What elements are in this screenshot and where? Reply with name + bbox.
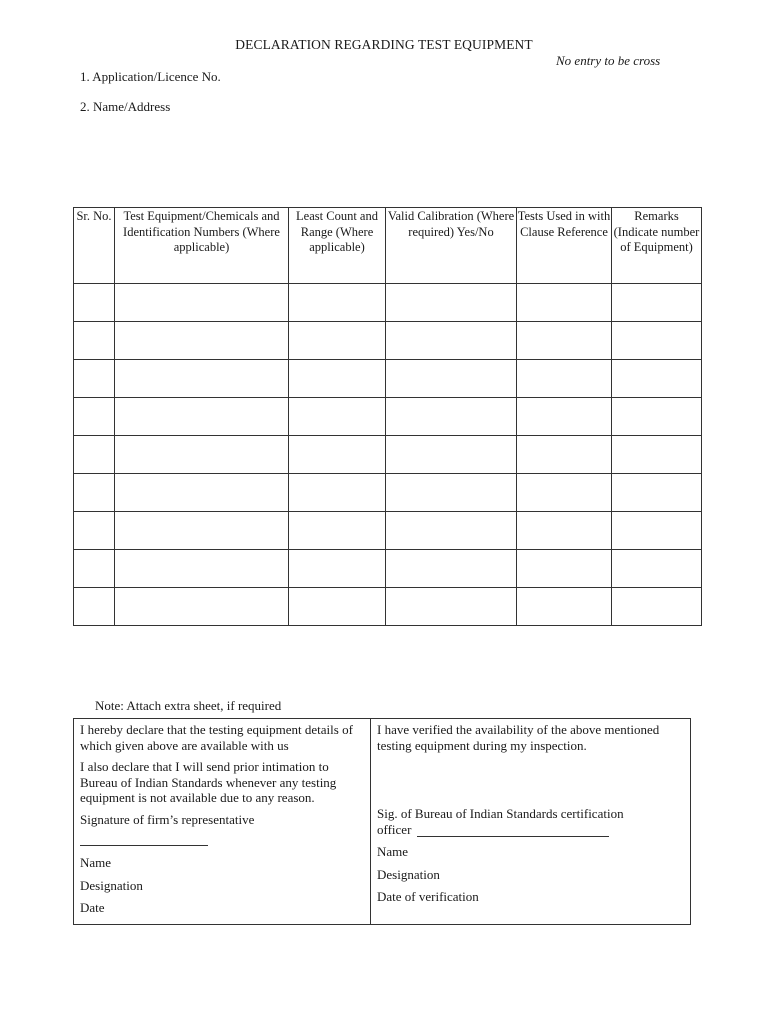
table-row [74,360,702,398]
field-name-address: 2. Name/Address [80,99,171,114]
declaration-officer [377,722,687,905]
cell-test-equipment[interactable] [115,360,289,398]
cell-valid-calibration[interactable] [386,436,517,474]
cell-tests-used[interactable] [517,474,612,512]
officer-signature-line [417,824,609,837]
cell-valid-calibration[interactable] [386,284,517,322]
cell-valid-calibration[interactable] [386,322,517,360]
firm-designation-label: Designation [80,877,143,893]
cell-least-count[interactable] [289,474,386,512]
table-row [74,588,702,626]
declaration-divider [370,719,371,924]
cell-remarks[interactable] [612,512,702,550]
table-row [74,284,702,322]
firm-intimation-text: I also declare that I will send prior intimation to Bureau of Indian Standards whenever any testing equipment is not available due to any reason. [80,759,337,805]
firm-declaration-text: I hereby declare that the testing equipment details of which given above are available with us [80,722,353,753]
table-header-row [74,208,702,284]
cell-remarks[interactable] [612,588,702,626]
cell-sr-no[interactable] [74,474,115,512]
cell-tests-used[interactable] [517,398,612,436]
note-extra-sheet: Note: Attach extra sheet, if required [95,698,282,713]
officer-date-label: Date of verification [377,889,479,904]
cell-sr-no[interactable] [74,322,115,360]
header-tests-used: Tests Used in with Clause Reference [517,208,612,284]
cell-tests-used[interactable] [517,322,612,360]
firm-signature-label: Signature of firm’s representative [80,811,255,827]
officer-signature-label-line2: officer [377,821,412,837]
officer-signature-row [377,822,687,838]
equipment-table [73,207,702,626]
officer-designation-label: Designation [377,866,440,882]
cell-test-equipment[interactable] [115,550,289,588]
cell-least-count[interactable] [289,436,386,474]
cell-test-equipment[interactable] [115,322,289,360]
cell-remarks[interactable] [612,284,702,322]
table-row [74,512,702,550]
cell-remarks[interactable] [612,436,702,474]
cell-remarks[interactable] [612,360,702,398]
cell-test-equipment[interactable] [115,398,289,436]
cell-sr-no[interactable] [74,550,115,588]
cell-valid-calibration[interactable] [386,360,517,398]
table-row [74,322,702,360]
table-row [74,474,702,512]
cell-test-equipment[interactable] [115,512,289,550]
cell-least-count[interactable] [289,512,386,550]
cell-tests-used[interactable] [517,284,612,322]
header-least-count: Least Count and Range (Where applicable) [289,208,386,284]
cell-sr-no[interactable] [74,398,115,436]
officer-signature-label-line1: Sig. of Bureau of Indian Standards certification [377,806,624,821]
field-application-licence-no: 1. Application/Licence No. [80,69,221,84]
cell-remarks[interactable] [612,398,702,436]
cell-least-count[interactable] [289,284,386,322]
cell-valid-calibration[interactable] [386,512,517,550]
cell-test-equipment[interactable] [115,474,289,512]
declaration-firm [80,722,365,916]
firm-signature-line [80,845,208,846]
header-remarks: Remarks (Indicate number of Equipment) [612,208,702,284]
cell-tests-used[interactable] [517,550,612,588]
cell-remarks[interactable] [612,322,702,360]
cell-sr-no[interactable] [74,512,115,550]
cell-sr-no[interactable] [74,284,115,322]
table-row [74,436,702,474]
header-test-equipment: Test Equipment/Chemicals and Identification Numbers (Where applicable) [115,208,289,284]
corner-note: No entry to be cross [556,53,661,68]
equipment-table-body [74,284,702,626]
cell-valid-calibration[interactable] [386,474,517,512]
firm-name-label: Name [80,855,112,870]
officer-name-label: Name [377,844,409,859]
cell-sr-no[interactable] [74,360,115,398]
cell-test-equipment[interactable] [115,588,289,626]
cell-sr-no[interactable] [74,588,115,626]
cell-remarks[interactable] [612,550,702,588]
cell-least-count[interactable] [289,588,386,626]
cell-tests-used[interactable] [517,436,612,474]
cell-valid-calibration[interactable] [386,398,517,436]
cell-least-count[interactable] [289,360,386,398]
cell-sr-no[interactable] [74,436,115,474]
cell-valid-calibration[interactable] [386,550,517,588]
cell-test-equipment[interactable] [115,436,289,474]
table-row [74,550,702,588]
declaration-box [73,718,691,925]
cell-remarks[interactable] [612,474,702,512]
officer-verification-text: I have verified the availability of the above mentioned testing equipment during my inspection. [377,722,660,753]
cell-tests-used[interactable] [517,360,612,398]
cell-least-count[interactable] [289,398,386,436]
header-valid-calibration: Valid Calibration (Where required) Yes/No [386,208,517,284]
table-row [74,398,702,436]
cell-valid-calibration[interactable] [386,588,517,626]
document-title: DECLARATION REGARDING TEST EQUIPMENT [235,37,533,52]
cell-test-equipment[interactable] [115,284,289,322]
cell-tests-used[interactable] [517,512,612,550]
cell-least-count[interactable] [289,550,386,588]
firm-date-label: Date [80,900,105,915]
cell-tests-used[interactable] [517,588,612,626]
header-sr-no: Sr. No. [74,208,115,284]
cell-least-count[interactable] [289,322,386,360]
